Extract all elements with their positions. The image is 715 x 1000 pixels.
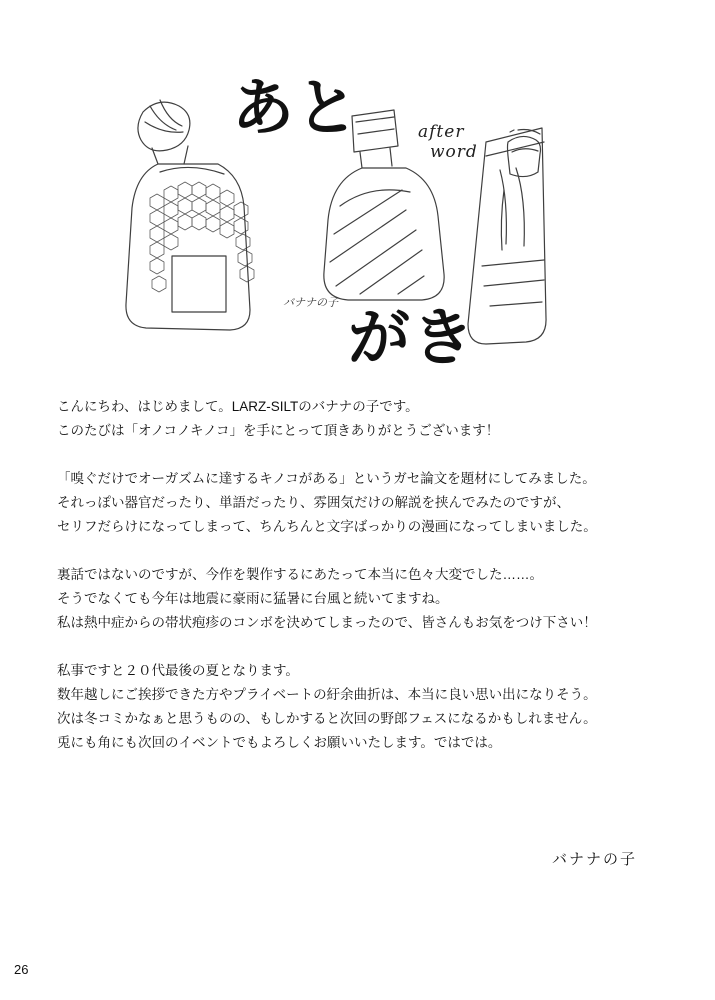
text-line: 裏話ではないのですが、今作を製作するにあたって本当に色々大変でした……。 [57, 567, 543, 582]
text-line: 「嗅ぐだけでオーガズムに達するキノコがある」というガセ論文を題材にしてみました。 [57, 471, 596, 486]
script-after: after [418, 122, 465, 142]
afterword-illustration [0, 30, 715, 374]
heading-gaki: がき [348, 301, 477, 374]
text-line: そうでなくても今年は地震に豪雨に猛暑に台風と続いてますね。 [57, 591, 449, 606]
paragraph-2 [57, 467, 677, 539]
paragraph-4 [57, 659, 677, 755]
text-line: 私は熱中症からの帯状疱疹のコンボを決めてしまったので、皆さんもお気をつけ下さい！ [57, 615, 597, 630]
text-line: 私事ですと２０代最後の夏となります。 [57, 663, 299, 678]
text-line: 次は冬コミかなぁと思うものの、もしかすると次回の野郎フェスになるかもしれません。 [57, 711, 597, 726]
afterword-body [57, 395, 677, 755]
paragraph-3 [57, 563, 677, 635]
illustration-signature: バナナの子 [283, 296, 338, 309]
heading-ato: あと [232, 71, 361, 144]
page-number: 26 [14, 962, 29, 977]
text-line: このたびは「オノコノキノコ」を手にとって頂きありがとうございます！ [57, 423, 500, 438]
text-line: それっぽい器官だったり、単語だったり、雰囲気だけの解説を挟んでみたのですが、 [57, 495, 570, 510]
text-line: 数年越しにご挨拶できた方やプライベートの紆余曲折は、本当に良い思い出になりそう。 [57, 687, 597, 702]
paragraph-1 [57, 395, 677, 443]
script-word: word [430, 142, 478, 162]
text-line: 兎にも角にも次回のイベントでもよろしくお願いいたします。ではでは。 [57, 735, 502, 750]
text-line: こんにちわ、はじめまして。LARZ-SILTのバナナの子です。 [57, 399, 419, 414]
bottle-right-icon [468, 128, 546, 344]
author-signature: バナナの子 [551, 851, 637, 868]
text-line: セリフだらけになってしまって、ちんちんと文字ばっかりの漫画になってしまいました。 [57, 519, 597, 534]
